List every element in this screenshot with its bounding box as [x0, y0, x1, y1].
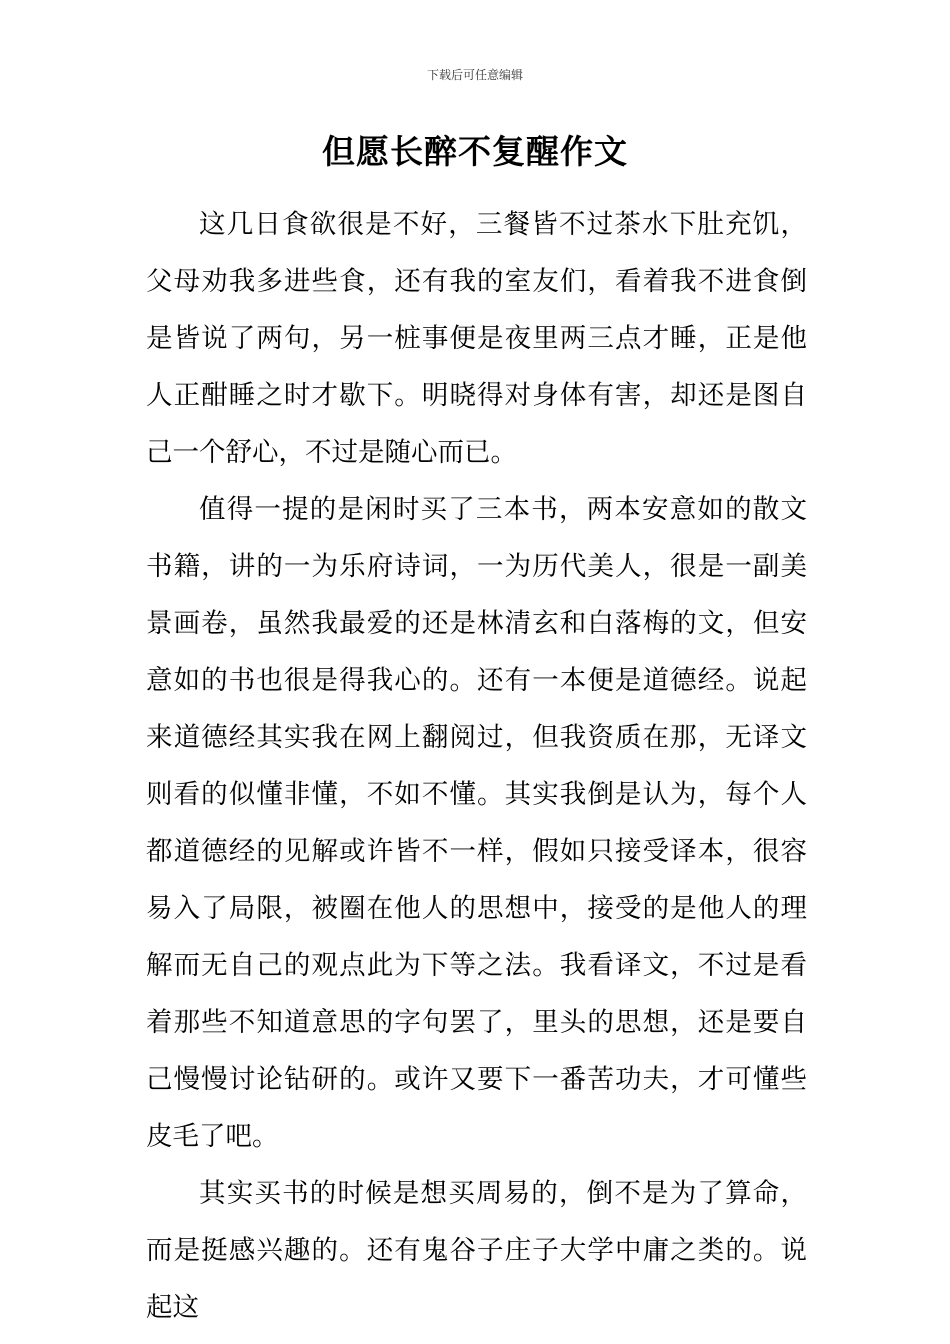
document-title: 但愿长醉不复醒作文 — [322, 132, 628, 171]
document-body — [146, 196, 807, 1336]
paragraph-2: 值得一提的是闲时买了三本书，两本安意如的散文书籍，讲的一为乐府诗词，一为历代美人，很是一副美景画卷，虽然我最爱的还是林清玄和白落梅的文，但安意如的书也很是得我心的。还有一本便是道德经。说起来道德经其实我在网上翻阅过，但我资质在那，无译文则看的似懂非懂，不如不懂。其实我倒是认为，每个人都道德经的见解或许皆不一样，假如只接受译本，很容易入了局限，被圈在他人的思想中，接受的是他人的理解而无自己的观点此为下等之法。我看译文，不过是看着那些不知道意思的字句罢了，里头的思想，还是要自己慢慢讨论钻研的。或许又要下一番苦功夫，才可懂些皮毛了吧。 — [146, 494, 807, 1152]
paragraph-1: 这几日食欲很是不好，三餐皆不过茶水下肚充饥，父母劝我多进些食，还有我的室友们，看着我不进食倒是皆说了两句，另一桩事便是夜里两三点才睡，正是他人正酣睡之时才歇下。明晓得对身体有害，却还是图自己一个舒心，不过是随心而已。 — [146, 209, 807, 468]
header-note: 下载后可任意编辑 — [426, 68, 523, 82]
paragraph-3: 其实买书的时候是想买周易的，倒不是为了算命，而是挺感兴趣的。还有鬼谷子庄子大学中庸之类的。说起这 — [146, 1178, 807, 1323]
